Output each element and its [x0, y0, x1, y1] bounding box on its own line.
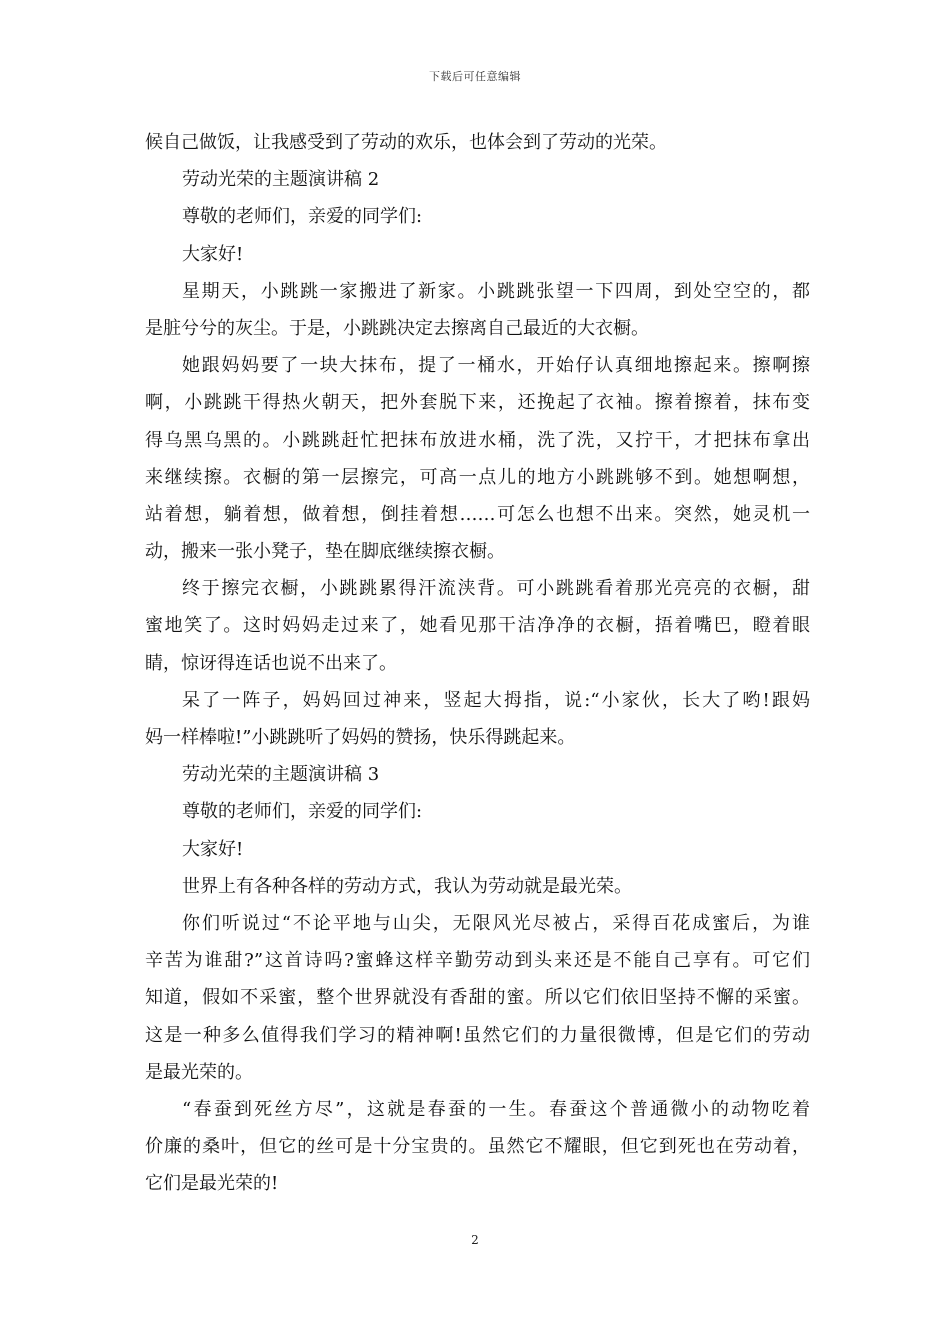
page-number: 2 — [471, 1233, 479, 1247]
text-line: 价廉的桑叶，但它的丝可是十分宝贵的。虽然它不耀眼，但它到死也在劳动着， — [145, 1136, 810, 1158]
text-line: 劳动光荣的主题演讲稿 2 — [182, 169, 380, 191]
text-line: 站着想，躺着想，做着想，倒挂着想……可怎么也想不出来。突然，她灵机一 — [145, 503, 810, 525]
text-line: 辛苦为谁甜?”这首诗吗?蜜蜂这样辛勤劳动到头来还是不能自己享有。可它们 — [145, 950, 810, 972]
text-line: 蜜地笑了。这时妈妈走过来了，她看见那干洁净净的衣橱，捂着嘴巴，瞪着眼 — [145, 615, 810, 637]
text-line: 大家好! — [182, 838, 244, 860]
page-header: 下载后可任意编辑 — [429, 70, 521, 83]
text-line: “春蚕到死丝方尽”，这就是春蚕的一生。春蚕这个普通微小的动物吃着 — [182, 1098, 810, 1120]
text-line: 睛，惊讶得连话也说不出来了。 — [145, 652, 397, 674]
text-line: 她跟妈妈要了一块大抹布，提了一桶水，开始仔认真细地擦起来。擦啊擦 — [182, 355, 810, 377]
text-line: 世界上有各种各样的劳动方式，我认为劳动就是最光荣。 — [182, 875, 632, 897]
text-line: 你们听说过“不论平地与山尖，无限风光尽被占，采得百花成蜜后，为谁 — [182, 912, 810, 934]
text-line: 呆了一阵子，妈妈回过神来，竖起大拇指，说:“小家伙，长大了哟!跟妈 — [182, 689, 810, 711]
text-line: 终于擦完衣橱，小跳跳累得汗流浃背。可小跳跳看着那光亮亮的衣橱，甜 — [182, 578, 810, 600]
text-line: 劳动光荣的主题演讲稿 3 — [182, 764, 380, 786]
text-line: 星期天，小跳跳一家搬进了新家。小跳跳张望一下四周，到处空空的，都 — [182, 280, 810, 302]
text-line: 它们是最光荣的! — [145, 1173, 279, 1195]
text-line: 大家好! — [182, 243, 244, 265]
text-line: 知道，假如不采蜜，整个世界就没有香甜的蜜。所以它们依旧坚持不懈的采蜜。 — [145, 987, 810, 1009]
document-body — [145, 124, 810, 1202]
text-line: 来继续擦。衣橱的第一层擦完，可高一点儿的地方小跳跳够不到。她想啊想， — [145, 466, 810, 488]
text-line: 得乌黑乌黑的。小跳跳赶忙把抹布放进水桶，洗了洗，又拧干，才把抹布拿出 — [145, 429, 810, 451]
text-line: 是脏兮兮的灰尘。于是，小跳跳决定去擦离自己最近的大衣橱。 — [145, 317, 649, 339]
text-line: 妈一样棒啦!”小跳跳听了妈妈的赞扬，快乐得跳起来。 — [145, 727, 576, 748]
text-line: 是最光荣的。 — [145, 1061, 253, 1083]
text-line: 动，搬来一张小凳子，垫在脚底继续擦衣橱。 — [145, 541, 505, 563]
text-line: 尊敬的老师们，亲爱的同学们: — [182, 206, 423, 228]
text-line: 候自己做饭，让我感受到了劳动的欢乐，也体会到了劳动的光荣。 — [145, 132, 667, 153]
text-line: 尊敬的老师们，亲爱的同学们: — [182, 801, 423, 823]
text-line: 这是一种多么值得我们学习的精神啊!虽然它们的力量很微博，但是它们的劳动 — [145, 1024, 810, 1046]
text-line: 啊，小跳跳干得热火朝天，把外套脱下来，还挽起了衣袖。擦着擦着，抹布变 — [145, 392, 810, 414]
